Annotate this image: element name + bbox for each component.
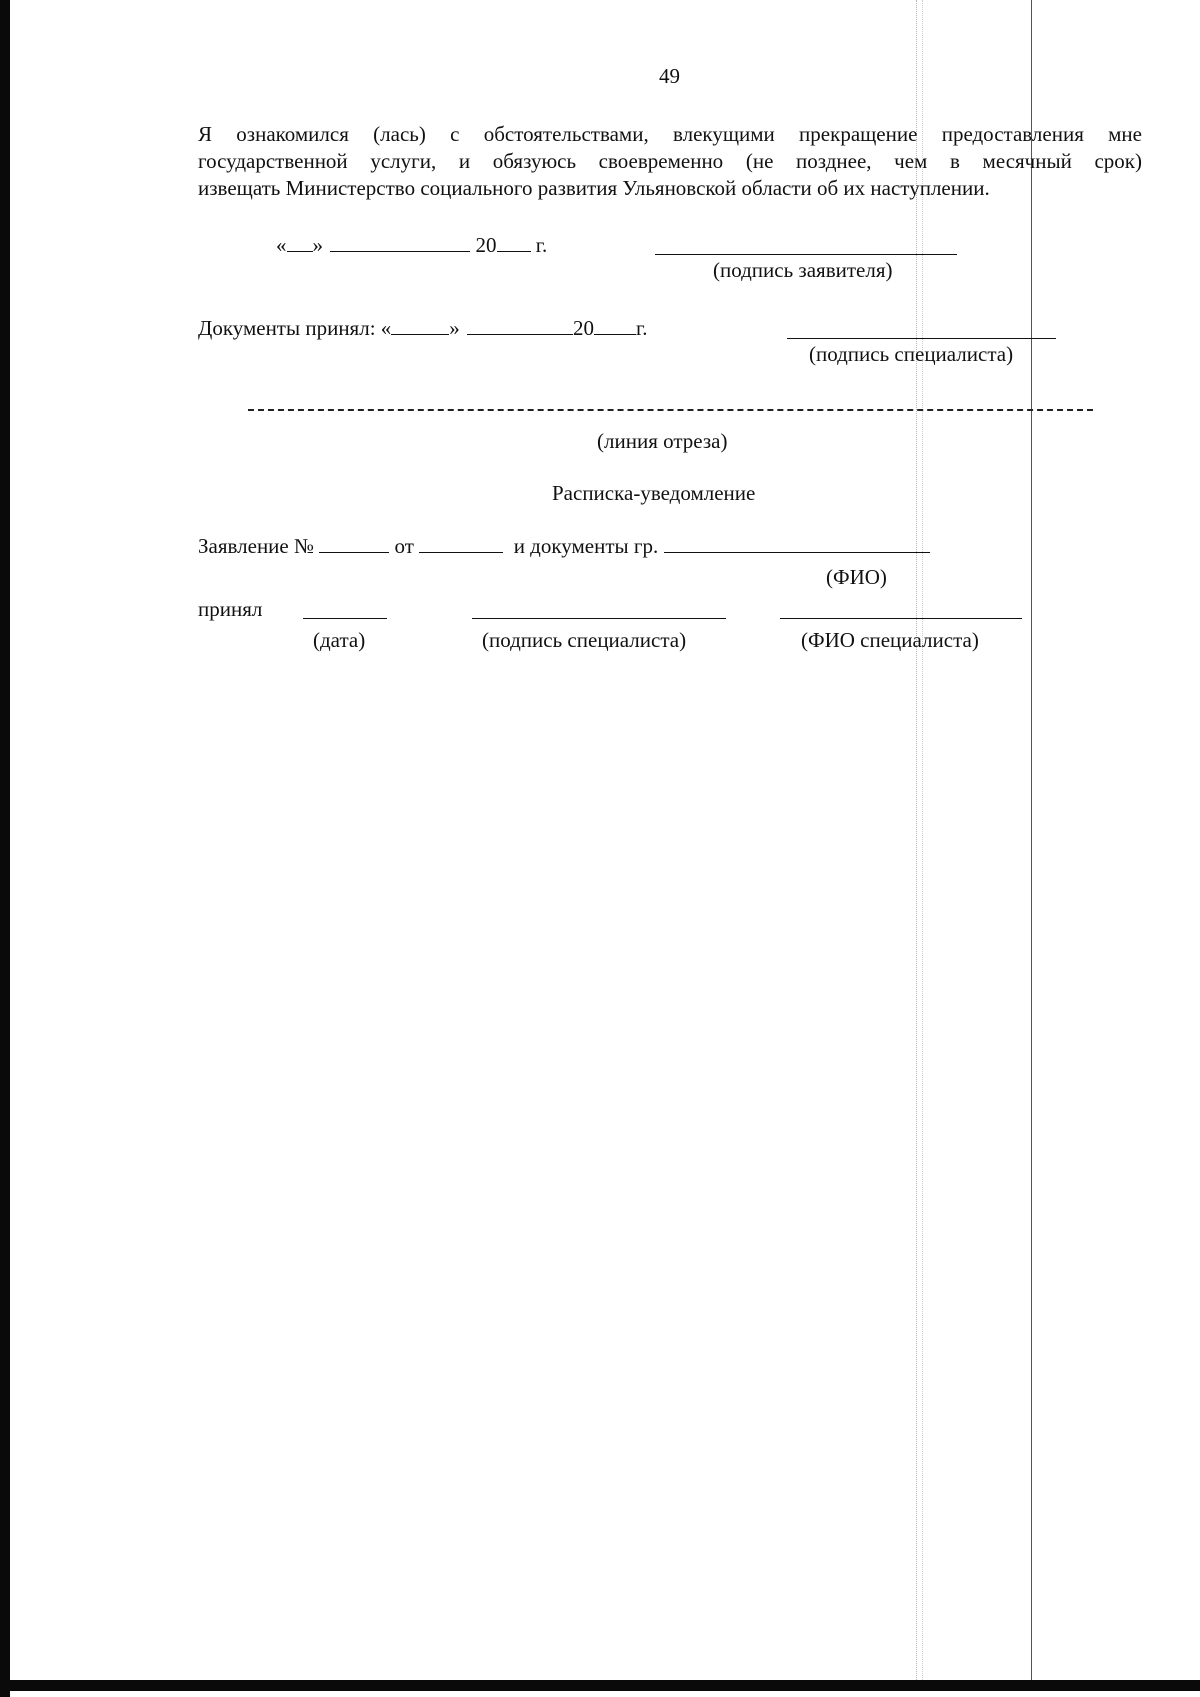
- documents-accepted-label: Документы принял: «: [198, 316, 392, 340]
- specialist-fio-caption: (ФИО специалиста): [801, 628, 979, 652]
- paragraph-line: государственной услуги, и обязуюсь своевременно (не позднее, чем в месячный срок): [198, 149, 1142, 173]
- specialist-fio-line[interactable]: [780, 618, 1022, 619]
- statement-from: от: [394, 534, 414, 558]
- statement-number-blank[interactable]: [319, 534, 389, 553]
- fio-caption: (ФИО): [826, 565, 887, 589]
- day-blank[interactable]: [391, 316, 449, 335]
- statement-line: [198, 534, 930, 557]
- cut-line: [248, 409, 1093, 411]
- statement-date-blank[interactable]: [419, 534, 503, 553]
- scan-vertical-line: [1031, 0, 1032, 1680]
- citizen-name-blank[interactable]: [664, 534, 930, 553]
- year-prefix: 20: [573, 316, 595, 340]
- scan-bottom-edge: [0, 1680, 1200, 1691]
- date-line[interactable]: [303, 618, 387, 619]
- receipt-title: Расписка-уведомление: [552, 481, 756, 505]
- scan-left-edge: [0, 0, 10, 1697]
- month-blank[interactable]: [330, 233, 470, 252]
- specialist-signature-line[interactable]: [472, 618, 726, 619]
- scan-dotted-line: [916, 0, 917, 1680]
- statement-label: Заявление №: [198, 534, 315, 558]
- documents-accepted: [198, 316, 648, 339]
- year-blank[interactable]: [594, 316, 636, 335]
- year-suffix: г.: [535, 233, 548, 257]
- specialist-signature-caption: (подпись специалиста): [809, 342, 1014, 366]
- paragraph-line: Я ознакомился (лась) с обстоятельствами, влекущими прекращение предоставления мне: [198, 122, 1142, 146]
- specialist-signature-line[interactable]: [787, 338, 1056, 339]
- close-quote: »: [449, 316, 460, 340]
- close-quote: »: [312, 233, 323, 257]
- applicant-signature-caption: (подпись заявителя): [713, 258, 893, 282]
- month-blank[interactable]: [467, 316, 573, 335]
- applicant-date: [276, 233, 547, 256]
- year-prefix: 20: [475, 233, 497, 257]
- paragraph-line: извещать Министерство социального развития Ульяновской области об их наступлении.: [198, 176, 990, 200]
- cut-line-caption: (линия отреза): [597, 429, 728, 453]
- accepted-label: принял: [198, 597, 263, 621]
- open-quote: «: [276, 233, 287, 257]
- statement-docs: и документы гр.: [513, 534, 659, 558]
- applicant-signature-line[interactable]: [655, 254, 957, 255]
- scan-dotted-line: [922, 0, 923, 1680]
- specialist-signature-caption: (подпись специалиста): [482, 628, 687, 652]
- acknowledgement-paragraph: [198, 121, 1142, 202]
- day-blank[interactable]: [287, 233, 313, 252]
- year-blank[interactable]: [497, 233, 531, 252]
- year-suffix: г.: [636, 316, 648, 340]
- date-caption: (дата): [313, 628, 366, 652]
- page-number: 49: [659, 64, 680, 88]
